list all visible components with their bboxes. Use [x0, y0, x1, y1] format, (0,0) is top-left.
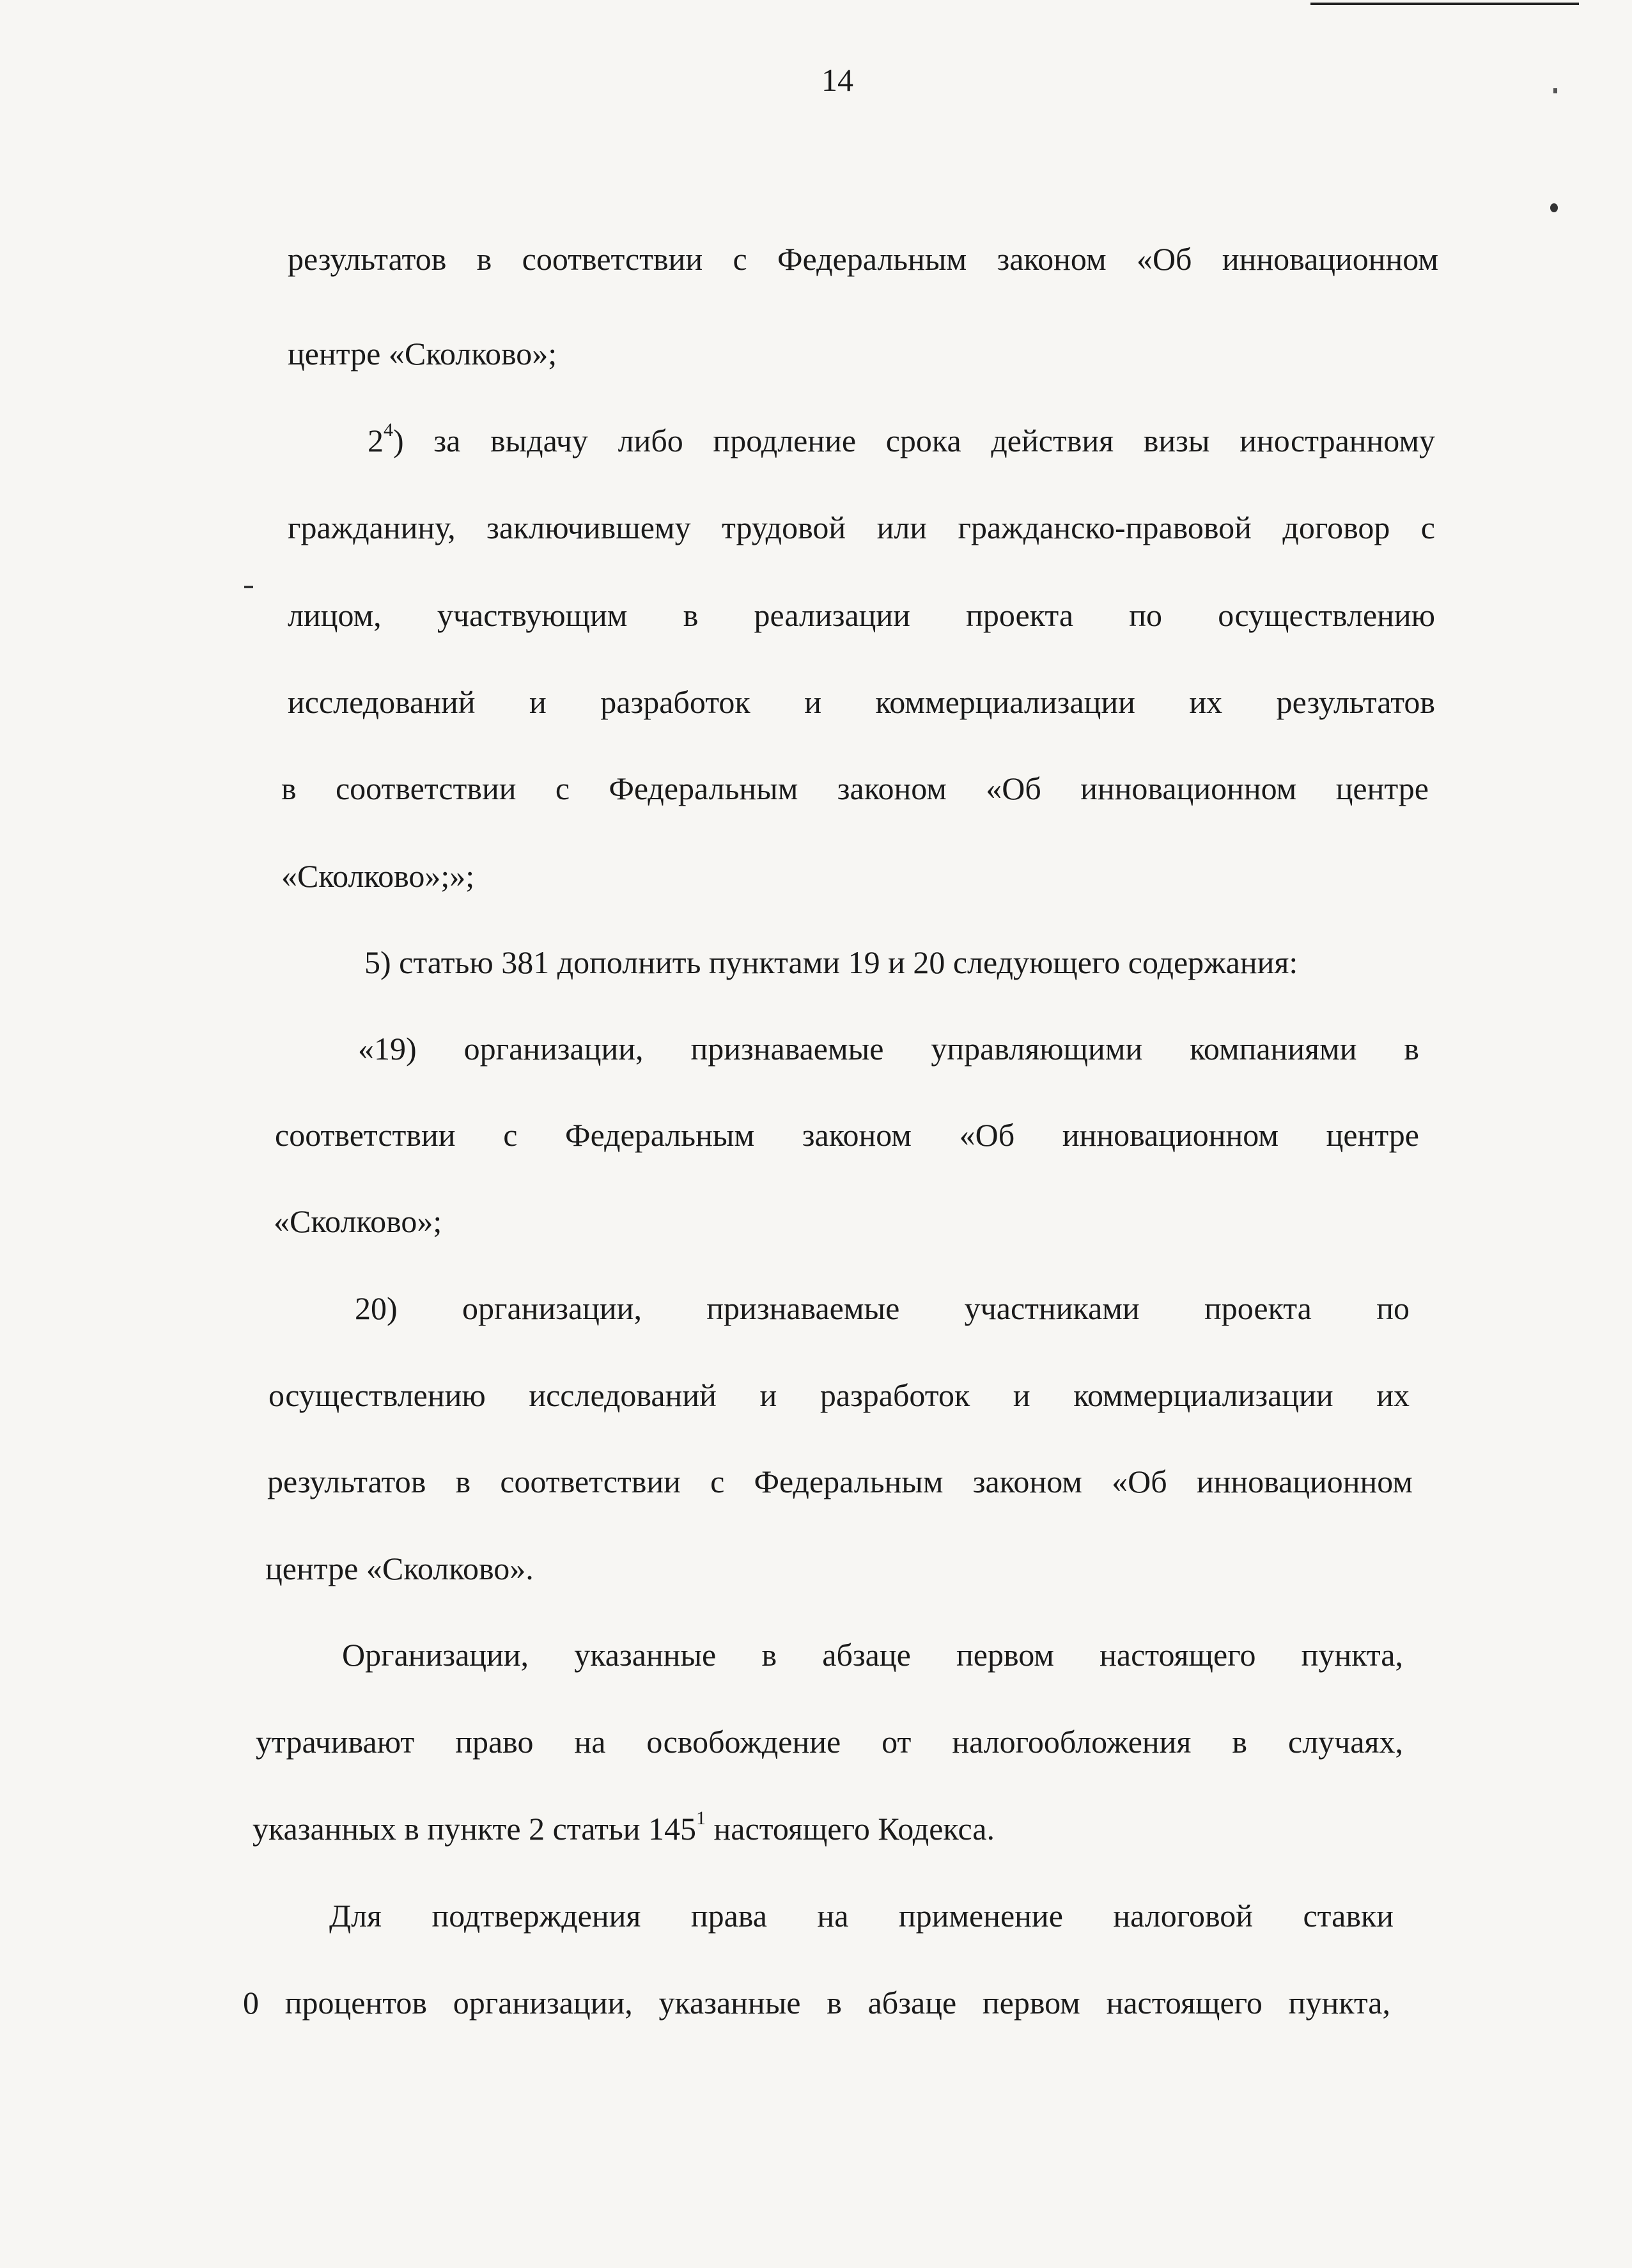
text-fragment: настоящего Кодекса. — [706, 1811, 995, 1847]
text-line: лицом, участвующим в реализации проекта по осуществлению — [288, 597, 1435, 633]
text-line: «Сколково»;»; — [281, 858, 475, 894]
item-number: 2 — [368, 423, 384, 458]
text-line: 5) статью 381 дополнить пунктами 19 и 20 следующего содержания: — [364, 944, 1298, 980]
text-line: Для подтверждения права на применение налоговой ставки — [329, 1898, 1394, 1934]
scan-dash — [244, 586, 253, 588]
text-line: центре «Сколково». — [265, 1551, 534, 1586]
text-line: соответствии с Федеральным законом «Об инновационном центре — [275, 1117, 1419, 1153]
text-line: 0 процентов организации, указанные в абзаце первом настоящего пункта, — [243, 1985, 1390, 2021]
text-line: исследований и разработок и коммерциализации их результатов — [288, 684, 1435, 720]
scan-mark — [1553, 88, 1557, 93]
text-line — [253, 1810, 995, 1848]
text-line: «19) организации, признаваемые управляющими компаниями в — [358, 1031, 1419, 1067]
text-line: Организации, указанные в абзаце первом настоящего пункта, — [342, 1637, 1403, 1673]
text-fragment: указанных в пункте 2 статьи 145 — [253, 1811, 697, 1847]
top-rule — [1310, 3, 1579, 5]
superscript: 1 — [696, 1808, 706, 1829]
text-line: в соответствии с Федеральным законом «Об инновационном центре — [281, 770, 1429, 806]
text-line: утрачивают право на освобождение от налогообложения в случаях, — [256, 1724, 1403, 1760]
page-number: 14 — [821, 62, 853, 98]
text-line: результатов в соответствии с Федеральным законом «Об инновационном — [288, 241, 1438, 277]
text-line: центре «Сколково»; — [288, 336, 557, 371]
text-fragment: ) за выдачу либо продление срока действия визы иностранному — [393, 423, 1435, 458]
text-line — [368, 421, 1435, 460]
text-line: результатов в соответствии с Федеральным законом «Об инновационном — [267, 1464, 1413, 1499]
scan-dot — [1550, 203, 1558, 212]
text-line: 20) организации, признаваемые участниками проекта по — [355, 1290, 1410, 1326]
superscript: 4 — [384, 419, 393, 441]
text-line: «Сколково»; — [274, 1203, 442, 1239]
text-line: осуществлению исследований и разработок и коммерциализации их — [268, 1377, 1410, 1413]
text-line: гражданину, заключившему трудовой или гражданско-правовой договор с — [288, 510, 1435, 545]
